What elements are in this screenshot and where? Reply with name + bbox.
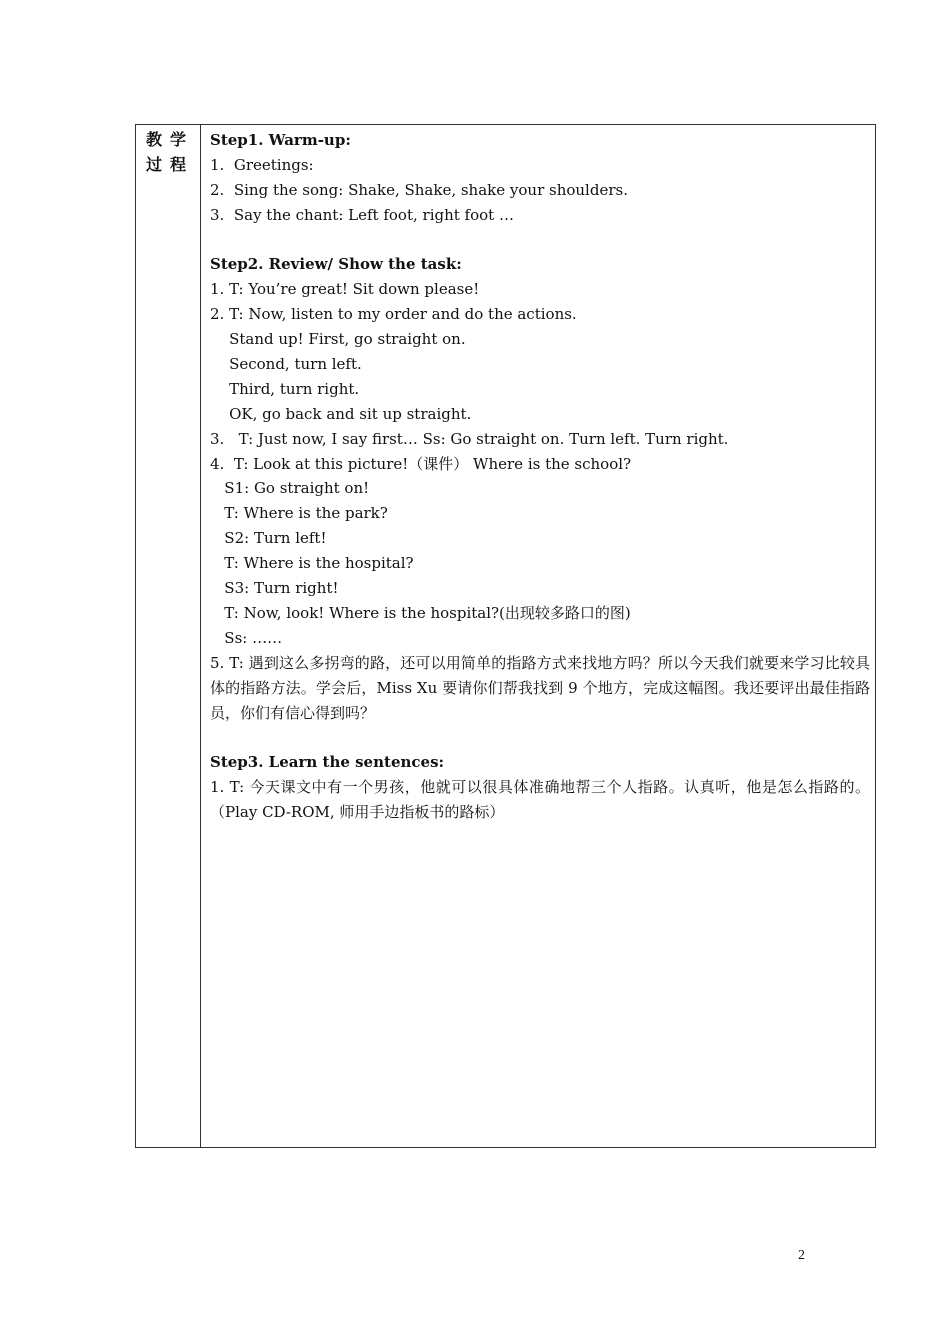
step-heading: Step3. Learn the sentences:: [210, 753, 445, 772]
text-line: [210, 725, 870, 750]
text-line: T: Where is the park?: [210, 504, 388, 523]
text-line: T: Where is the hospital?: [210, 554, 414, 573]
step-heading: Step2. Review/ Show the task:: [210, 255, 462, 274]
text-line: S2: Turn left!: [210, 529, 327, 548]
content-cell: [210, 128, 870, 825]
lesson-table: [135, 124, 876, 1148]
text-line: Second, turn left.: [210, 355, 362, 374]
label-line-1: 教学: [146, 130, 195, 149]
text-line: [210, 228, 870, 253]
label-column: [136, 125, 201, 1147]
text-line: 4. T: Look at this picture!（课件） Where is the school?: [210, 454, 632, 473]
text-line: 1. T: 今天课文中有一个男孩，他就可以很具体准确地帮三个人指路。认真听，他是怎么指路的。（Play CD-ROM, 师用手边指板书的路标）: [210, 778, 870, 822]
text-line: S1: Go straight on!: [210, 479, 370, 498]
step-heading: Step1. Warm-up:: [210, 131, 351, 149]
text-line: 2. Sing the song: Shake, Shake, shake your shoulders.: [210, 180, 628, 199]
text-line: Stand up! First, go straight on.: [210, 330, 466, 349]
text-line: Ss: ……: [210, 628, 283, 647]
text-line: OK, go back and sit up straight.: [210, 404, 472, 423]
text-line: 5. T: 遇到这么多拐弯的路，还可以用简单的指路方式来找地方吗？所以今天我们就要来学习比较具体的指路方法。学会后，Miss Xu 要请你们帮我找到 9 个地方，完成这幅图。我还要评出最佳指路员，你们有信心得到吗？: [210, 653, 870, 722]
text-line: S3: Turn right!: [210, 579, 339, 598]
text-line: 1. Greetings:: [210, 155, 314, 174]
label-line-2: 过程: [146, 155, 195, 174]
page-number: 2: [798, 1248, 805, 1263]
text-line: 2. T: Now, listen to my order and do the actions.: [210, 305, 577, 324]
text-line: T: Now, look! Where is the hospital?(出现较多路口的图): [210, 603, 631, 622]
text-line: 1. T: You’re great! Sit down please!: [210, 280, 480, 299]
text-line: Third, turn right.: [210, 379, 360, 398]
text-line: 3. Say the chant: Left foot, right foot …: [210, 205, 514, 224]
text-line: 3. T: Just now, I say first… Ss: Go straight on. Turn left. Turn right.: [210, 429, 729, 448]
